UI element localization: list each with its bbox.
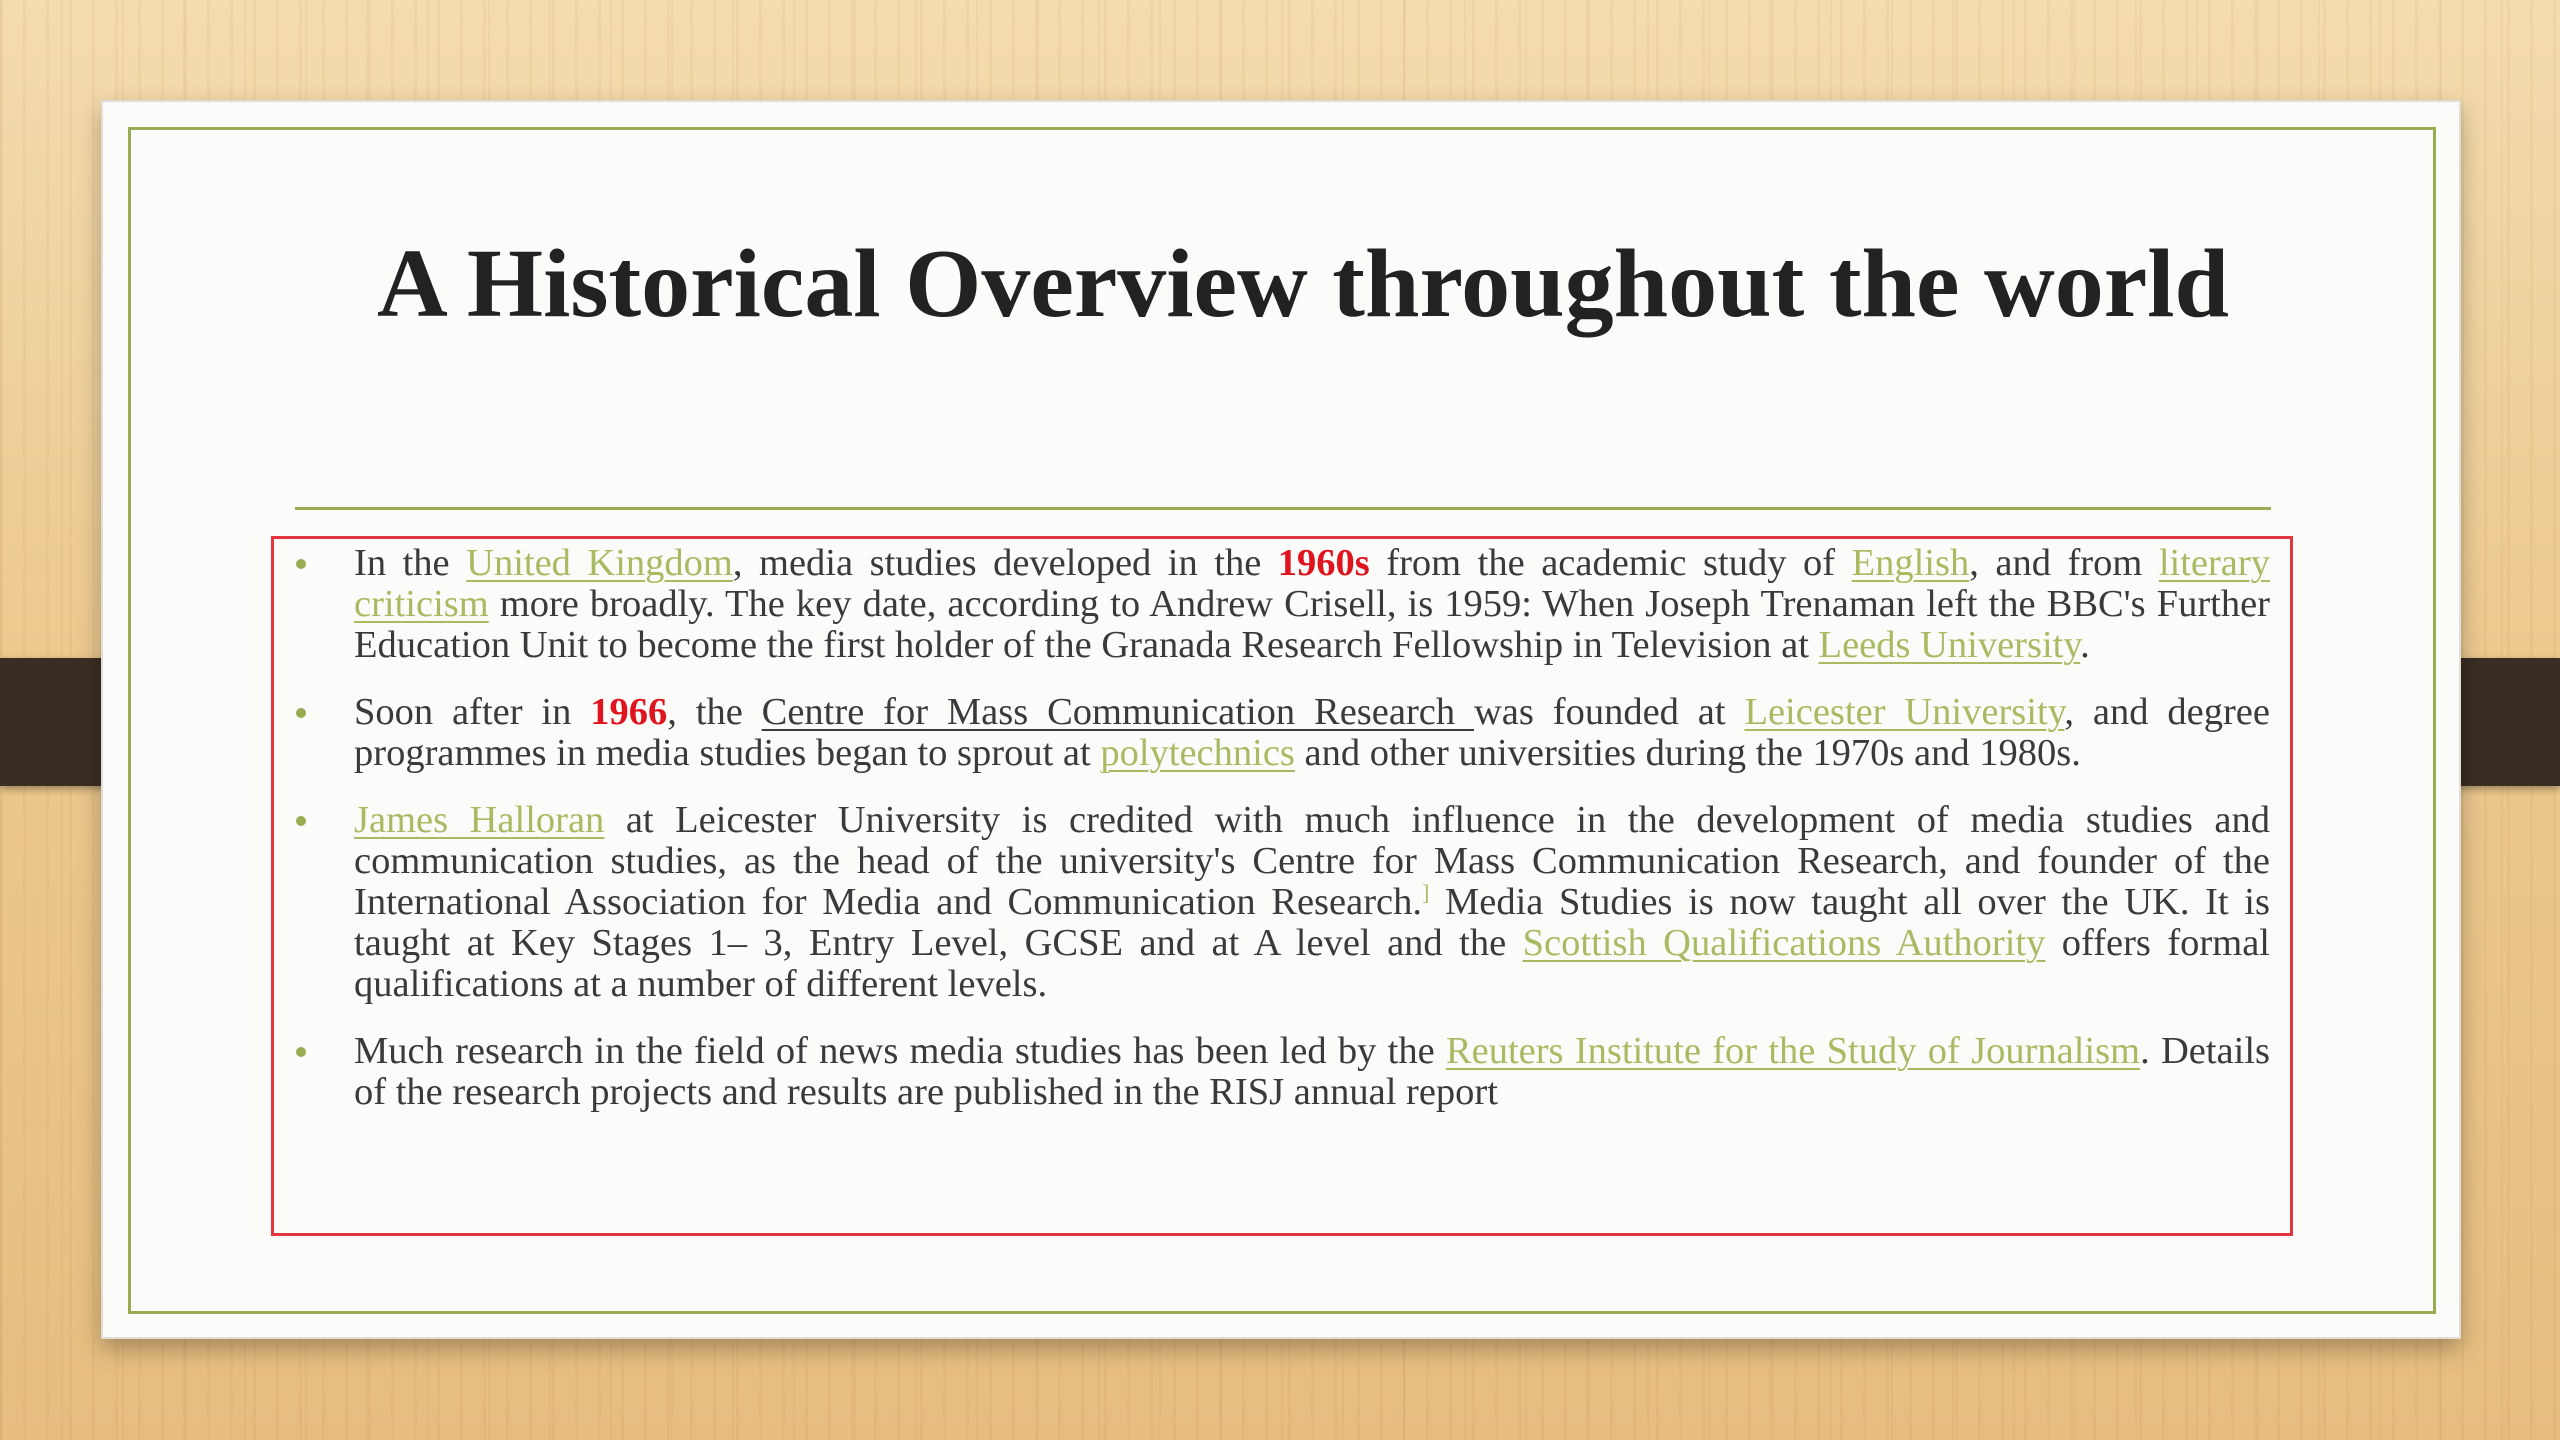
hyperlink[interactable]: Reuters Institute for the Study of Journalism xyxy=(1445,1030,2141,1072)
highlighted-year: 1960s xyxy=(1277,542,1370,584)
slide xyxy=(101,100,2461,1339)
content-placeholder[interactable] xyxy=(271,536,2293,1236)
text-run: Media Studies is now taught all over the UK. It is taught at Key Stages 1– 3, Entry Level, GCSE and at A level and the xyxy=(354,881,2270,964)
text-run: . Details of the research projects and results are published in the RISJ annual report xyxy=(354,1030,2270,1113)
hyperlink[interactable]: United Kingdom xyxy=(466,542,733,584)
bullet-dot-icon xyxy=(296,1047,306,1057)
bullet-item xyxy=(274,1031,2290,1113)
text-run: from the academic study of xyxy=(1369,542,1852,584)
hyperlink[interactable]: English xyxy=(1851,542,1970,584)
bullet-text xyxy=(354,692,2270,774)
text-run: . xyxy=(2080,624,2090,666)
text-run: , and from xyxy=(1969,542,2159,584)
text-run: , the xyxy=(667,691,762,733)
bullet-item xyxy=(274,543,2290,666)
bullet-text xyxy=(354,800,2270,1005)
text-run: , media studies developed in the xyxy=(732,542,1278,584)
bullet-dot-icon xyxy=(296,559,306,569)
text-run: at Leicester University is credited with much influence in the development of media studies and communication studies, as the head of the university's Centre for Mass Communication Research, and founder of the International Association for Media and Communication Research. xyxy=(354,799,2270,923)
hyperlink[interactable]: Leicester University xyxy=(1744,691,2065,733)
hyperlink[interactable]: Leeds University xyxy=(1818,624,2081,666)
text-run: more broadly. The key date, according to Andrew Crisell, is 1959: When Joseph Trenaman left the BBC's Further Education Unit to become the first holder of the Granada Research Fellowship in Television at xyxy=(354,583,2270,666)
hyperlink[interactable]: James Halloran xyxy=(354,799,605,841)
text-run: and other universities during the 1970s and 1980s. xyxy=(1294,732,2081,774)
title-divider xyxy=(295,507,2271,510)
text-run: offers formal qualifications at a number of different levels. xyxy=(354,922,2270,1005)
hyperlink[interactable]: Scottish Qualifications Authority xyxy=(1522,922,2046,964)
bullet-list xyxy=(274,543,2290,1139)
footnote-marker[interactable]: ] xyxy=(1422,880,1430,906)
hyperlink[interactable]: Centre for Mass Communication Research xyxy=(761,691,1474,733)
bullet-item xyxy=(274,800,2290,1005)
bullet-dot-icon xyxy=(296,708,306,718)
bullet-item xyxy=(274,692,2290,774)
text-run: Much research in the field of news media studies has been led by the xyxy=(354,1030,1446,1072)
text-run: Soon after in xyxy=(354,691,591,733)
bullet-text xyxy=(354,1031,2270,1113)
text-run: In the xyxy=(354,542,467,584)
text-run: was founded at xyxy=(1474,691,1745,733)
hyperlink[interactable]: literary criticism xyxy=(354,542,2270,625)
hyperlink[interactable]: polytechnics xyxy=(1100,732,1295,774)
bullet-dot-icon xyxy=(296,816,306,826)
text-run: , and degree programmes in media studies began to sprout at xyxy=(354,691,2270,774)
bullet-text xyxy=(354,543,2270,666)
highlighted-year: 1966 xyxy=(590,691,668,733)
slide-title: A Historical Overview throughout the world xyxy=(377,230,2229,338)
